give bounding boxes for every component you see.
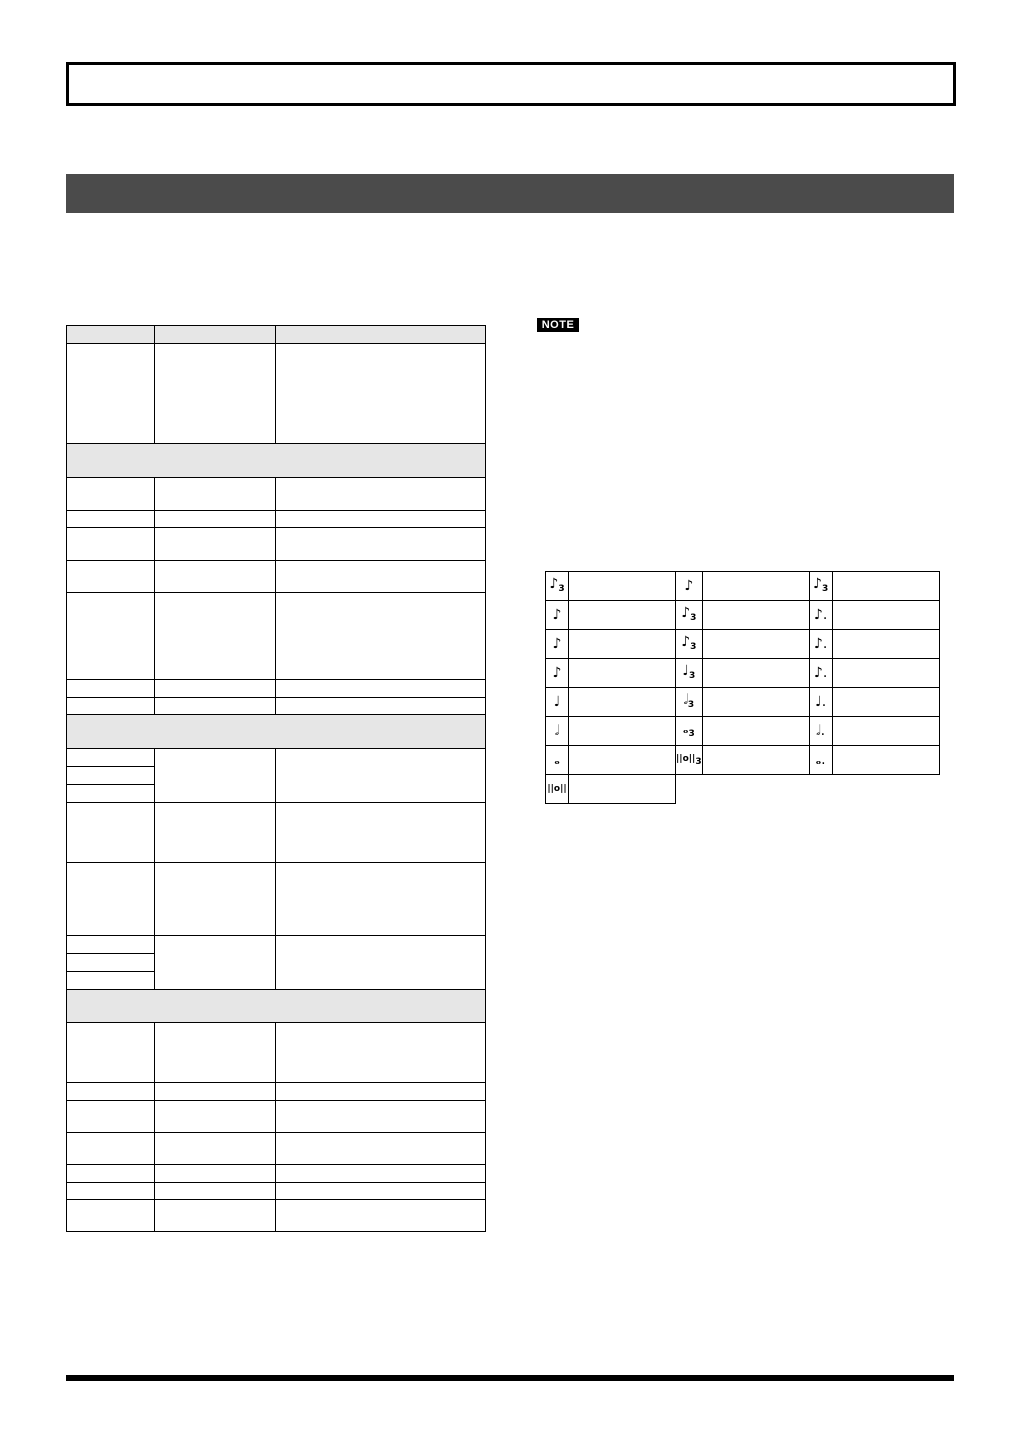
half-note-icon: 𝅗𝅥: [546, 717, 569, 746]
note-value-grid: [545, 571, 940, 804]
8th-note-icon: ♪: [546, 659, 569, 688]
note-grid-row: [546, 659, 940, 688]
table-group-row: [67, 444, 486, 478]
note-grid-row: [546, 601, 940, 630]
table-row: [67, 593, 486, 680]
triplet-double-whole-note-icon: ||o||3: [676, 746, 703, 775]
note-grid-row: [546, 630, 940, 659]
triplet-64th-note-icon: $♪_3$: [809, 572, 832, 601]
triplet-half-note-icon: $𝅗𝅥_3$: [676, 688, 703, 717]
header-cell-description: [276, 326, 486, 344]
table-row: [67, 680, 486, 698]
table-row: [67, 1083, 486, 1101]
section-title-bar: [66, 174, 954, 213]
16th-note-icon: ♪: [546, 630, 569, 659]
triplet-16th-note-icon: $♪_3$: [676, 601, 703, 630]
table-row: [67, 698, 486, 715]
table-row: [67, 1133, 486, 1165]
footer-rule: [66, 1375, 954, 1381]
table-row: [67, 1165, 486, 1183]
header-cell-value: [155, 326, 276, 344]
table-row: [67, 561, 486, 593]
table-row: [67, 528, 486, 561]
table-row: [67, 749, 486, 767]
page-header-box: [66, 62, 956, 106]
note-grid-row: [546, 775, 940, 804]
dotted-whole-note-icon: 𝅝.: [809, 746, 832, 775]
dotted-quarter-note-icon: ♩.: [809, 688, 832, 717]
whole-note-icon: 𝅝: [546, 746, 569, 775]
32nd-note-icon: ♪: [676, 572, 703, 601]
table-row: [67, 478, 486, 511]
note-grid-row: [546, 746, 940, 775]
table-row: [67, 803, 486, 863]
table-group-row: [67, 990, 486, 1023]
16th-note-icon: ♪: [546, 601, 569, 630]
note-grid-row: [546, 572, 940, 601]
parameter-table: [66, 325, 486, 1232]
dotted-32nd-note-icon: ♪.: [809, 601, 832, 630]
triplet-quarter-note-icon: $♩_3$: [676, 659, 703, 688]
table-row: [67, 1101, 486, 1133]
double-whole-note-icon: ||o||: [546, 775, 569, 804]
note-grid-row: [546, 717, 940, 746]
note-badge: NOTE: [537, 318, 579, 332]
table-row: [67, 511, 486, 528]
table-row: [67, 863, 486, 936]
table-row: [67, 344, 486, 444]
table-row: [67, 1023, 486, 1083]
dotted-8th-note-icon: ♪.: [809, 659, 832, 688]
table-group-row: [67, 715, 486, 749]
table-row: [67, 1200, 486, 1232]
table-row: [67, 936, 486, 954]
note-grid-row: [546, 688, 940, 717]
table-header-row: [67, 326, 486, 344]
triplet-16th-note-icon: $♪_3$: [676, 630, 703, 659]
quarter-note-icon: ♩: [546, 688, 569, 717]
triplet-32nd-note-icon: $♪_3$: [546, 572, 569, 601]
dotted-32nd-note-icon: ♪.: [809, 630, 832, 659]
dotted-half-note-icon: 𝅗𝅥.: [809, 717, 832, 746]
table-row: [67, 1183, 486, 1200]
header-cell-parameter: [67, 326, 155, 344]
triplet-whole-note-icon: $𝅝_3$: [676, 717, 703, 746]
